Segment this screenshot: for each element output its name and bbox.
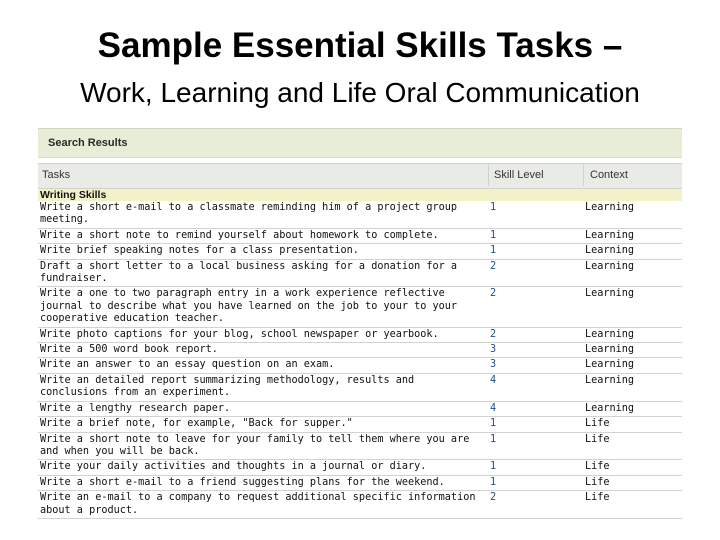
table-row[interactable] xyxy=(38,374,682,402)
task-cell: Write photo captions for your blog, school newspaper or yearbook. xyxy=(40,328,439,340)
context-cell: Life xyxy=(585,433,610,445)
context-cell: Learning xyxy=(585,288,635,300)
table-row[interactable] xyxy=(38,417,682,432)
table-row[interactable] xyxy=(38,229,682,244)
search-results-header: Search Results xyxy=(38,128,682,158)
skill-level-cell: 2 xyxy=(490,328,497,340)
task-cell: Write a short e-mail to a classmate reminding him of a project group meeting. xyxy=(40,202,458,226)
table-row[interactable] xyxy=(38,358,682,373)
task-cell: Write an e-mail to a company to request additional specific information about a product. xyxy=(40,492,476,516)
slide-title: Sample Essential Skills Tasks – xyxy=(97,26,623,65)
search-results-panel xyxy=(38,128,682,516)
skill-level-cell: 1 xyxy=(490,229,497,241)
slide-subtitle: Work, Learning and Life Oral Communication xyxy=(80,77,640,108)
context-cell: Learning xyxy=(585,260,635,272)
skill-level-cell: 3 xyxy=(490,359,497,371)
context-cell: Life xyxy=(585,476,610,488)
skill-level-cell: 1 xyxy=(490,418,497,430)
skill-level-cell: 2 xyxy=(490,260,497,272)
task-cell: Write a short note to remind yourself about homework to complete. xyxy=(40,229,439,241)
table-row[interactable] xyxy=(38,201,682,229)
table-column-header xyxy=(38,163,682,189)
skill-level-cell: 2 xyxy=(490,288,497,300)
skill-level-cell: 4 xyxy=(490,374,497,386)
column-header-tasks[interactable]: Tasks xyxy=(42,169,71,181)
context-cell: Learning xyxy=(585,359,635,371)
task-cell: Write a short note to leave for your family to tell them where you are and when you will be back. xyxy=(40,433,470,457)
skill-level-cell: 2 xyxy=(490,492,497,504)
column-divider xyxy=(488,164,489,186)
table-row[interactable] xyxy=(38,476,682,491)
context-cell: Learning xyxy=(585,229,635,241)
results-table-body xyxy=(38,189,682,519)
skill-level-cell: 3 xyxy=(490,344,497,356)
task-cell: Write your daily activities and thoughts in a journal or diary. xyxy=(40,461,427,473)
context-cell: Life xyxy=(585,492,610,504)
table-row[interactable] xyxy=(38,343,682,358)
context-cell: Learning xyxy=(585,328,635,340)
table-row[interactable] xyxy=(38,287,682,327)
table-row[interactable] xyxy=(38,460,682,475)
skill-level-cell: 4 xyxy=(490,402,497,414)
table-row[interactable] xyxy=(38,433,682,461)
column-header-context[interactable]: Context xyxy=(590,169,628,181)
skill-level-cell: 1 xyxy=(490,476,497,488)
skill-level-cell: 1 xyxy=(490,245,497,257)
task-cell: Write a 500 word book report. xyxy=(40,344,218,356)
task-cell: Write an detailed report summarizing methodology, results and conclusions from an experiment. xyxy=(40,374,415,399)
table-row[interactable] xyxy=(38,491,682,519)
task-cell: Write a short e-mail to a friend suggesting plans for the weekend. xyxy=(40,476,445,488)
context-cell: Life xyxy=(585,418,610,430)
table-row[interactable] xyxy=(38,244,682,259)
task-cell: Write a lengthy research paper. xyxy=(40,402,231,414)
task-cell: Write a brief note, for example, "Back for supper." xyxy=(40,418,353,430)
table-row[interactable] xyxy=(38,328,682,343)
column-divider xyxy=(583,164,584,186)
task-cell: Write brief speaking notes for a class presentation. xyxy=(40,245,359,257)
table-row[interactable] xyxy=(38,260,682,288)
context-cell: Learning xyxy=(585,202,635,213)
context-cell: Learning xyxy=(585,402,635,414)
group-row-writing-skills: Writing Skills xyxy=(38,189,682,201)
column-header-skill-level[interactable]: Skill Level xyxy=(494,169,544,181)
task-cell: Draft a short letter to a local business asking for a donation for a fundraiser. xyxy=(40,260,458,285)
context-cell: Learning xyxy=(585,374,635,386)
skill-level-cell: 1 xyxy=(490,461,497,473)
skill-level-cell: 1 xyxy=(490,433,497,445)
context-cell: Life xyxy=(585,461,610,473)
context-cell: Learning xyxy=(585,245,635,257)
skill-level-cell: 1 xyxy=(490,202,497,213)
table-row[interactable] xyxy=(38,402,682,417)
task-cell: Write an answer to an essay question on an exam. xyxy=(40,359,335,371)
task-cell: Write a one to two paragraph entry in a work experience reflective journal to describe what you have learned on the job to your to your cooperative education teacher. xyxy=(40,288,458,325)
context-cell: Learning xyxy=(585,344,635,356)
